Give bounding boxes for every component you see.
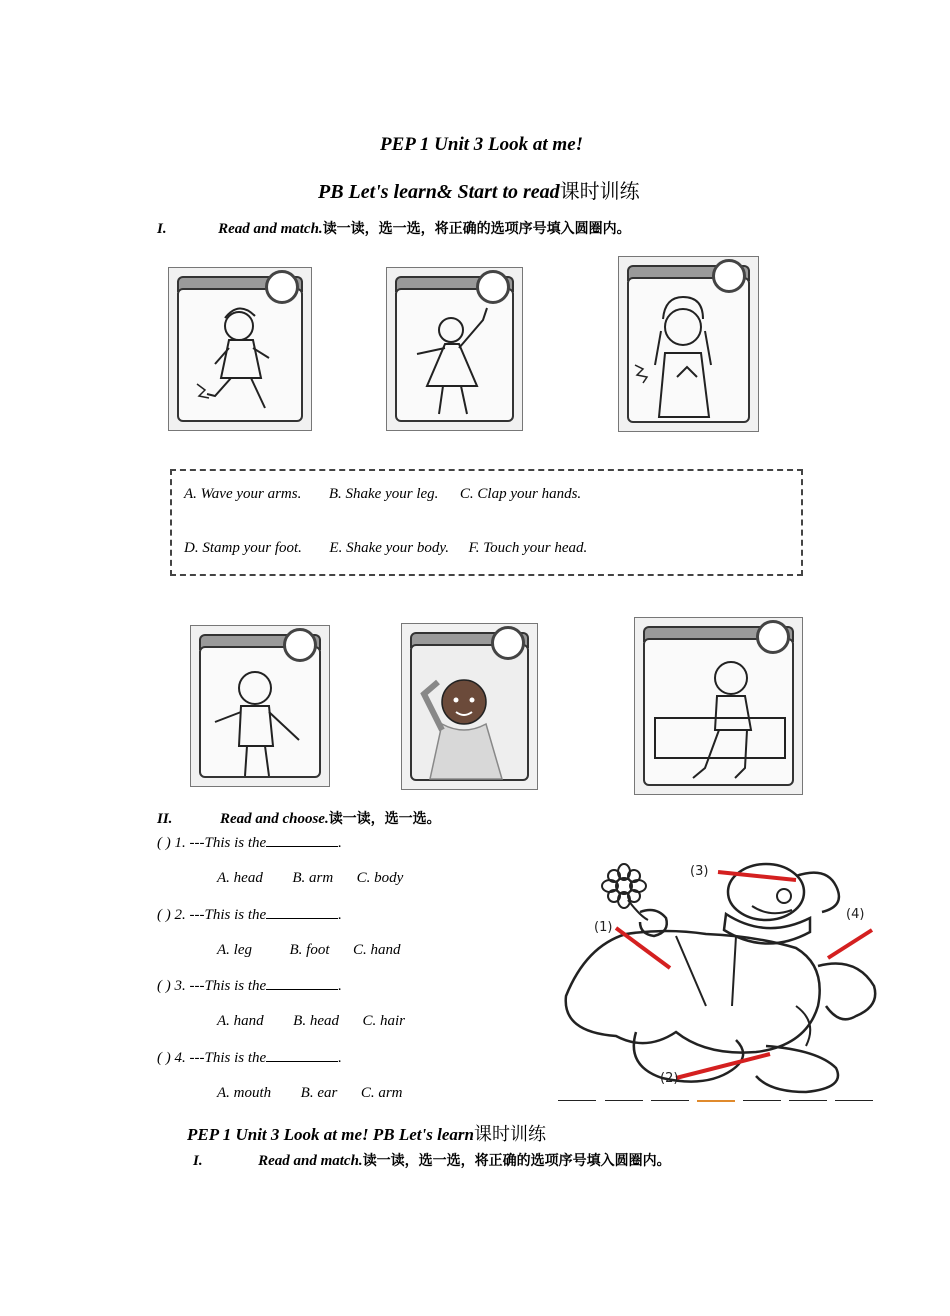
section-2-instruction: 读一读，选一选。	[328, 811, 441, 827]
footer-section-heading	[193, 1150, 671, 1170]
choice: C. arm	[360, 1085, 403, 1101]
question-3: ( ) 3. ---This is the .	[157, 978, 342, 994]
clown-label-1: (1)	[594, 920, 613, 935]
clown-suspenders	[676, 936, 736, 1006]
option-e: E. Shake your body.	[329, 540, 449, 556]
option-d: D. Stamp your foot.	[184, 540, 302, 556]
question-1-choices	[217, 870, 403, 887]
choice: A. mouth	[217, 1085, 272, 1101]
answer-paren[interactable]: ( )	[157, 907, 171, 923]
clown-mouth	[752, 906, 792, 913]
question-stem: 4. ---This is the	[174, 1050, 267, 1066]
answer-paren[interactable]: ( )	[157, 1050, 171, 1066]
pointer-line-3	[718, 872, 796, 880]
answer-circle[interactable]	[491, 626, 525, 660]
picture-frame-1	[168, 267, 312, 431]
question-2-choices	[217, 942, 401, 959]
option-f: F. Touch your head.	[468, 540, 588, 556]
answer-paren[interactable]: ( )	[157, 978, 171, 994]
section-1-label: Read and match.	[218, 221, 323, 237]
choice: A. hand	[217, 1013, 264, 1029]
page-title: PEP 1 Unit 3 Look at me!	[380, 134, 584, 155]
choice: C. hair	[362, 1013, 406, 1029]
answer-blank[interactable]	[266, 834, 338, 847]
footer-title-en: PEP 1 Unit 3 Look at me! PB Let's learn	[187, 1125, 474, 1144]
clown-collar	[724, 914, 810, 944]
options-box	[170, 469, 803, 576]
question-4: ( ) 4. ---This is the .	[157, 1050, 342, 1066]
question-2: ( ) 2. ---This is the .	[157, 907, 342, 923]
section-1-heading	[157, 218, 631, 238]
clown-label-3: (3)	[690, 864, 709, 879]
flower-petals	[602, 864, 646, 908]
section-1-number: I.	[157, 221, 167, 237]
footer-title	[187, 1120, 546, 1146]
picture-frame-4	[190, 625, 330, 787]
question-stem: 3. ---This is the	[174, 978, 267, 994]
picture-frame-3	[618, 256, 759, 432]
choice: C. body	[356, 870, 404, 886]
footer-title-cn: 课时训练	[473, 1124, 546, 1145]
option-a: A. Wave your arms.	[184, 486, 302, 502]
answer-blank[interactable]	[266, 977, 338, 990]
option-c: C. Clap your hands.	[459, 486, 582, 502]
question-3-choices	[217, 1013, 405, 1030]
answer-line[interactable]	[835, 1100, 873, 1101]
clown-body	[566, 931, 820, 1053]
clown-illustration	[556, 856, 886, 1106]
question-stem: 2. ---This is the	[174, 907, 267, 923]
answer-line[interactable]	[605, 1100, 643, 1101]
question-1: ( ) 1. ---This is the .	[157, 835, 342, 851]
choice: B. arm	[292, 870, 334, 886]
section-2-heading	[157, 808, 441, 828]
subtitle-en: PB Let's learn& Start to read	[318, 181, 560, 203]
answer-line[interactable]	[743, 1100, 781, 1101]
subtitle-cn: 课时训练	[559, 179, 640, 203]
answer-line[interactable]	[697, 1100, 735, 1102]
answer-line[interactable]	[558, 1100, 596, 1101]
pointer-line-4	[828, 930, 872, 958]
answer-line[interactable]	[651, 1100, 689, 1101]
section-2-number: II.	[157, 811, 173, 827]
clown-label-4: (4)	[846, 907, 865, 922]
choice: B. foot	[289, 942, 330, 958]
answer-paren[interactable]: ( )	[157, 835, 171, 851]
section-2-label: Read and choose.	[219, 811, 329, 827]
clown-label-2: (2)	[660, 1071, 679, 1086]
answer-circle[interactable]	[265, 270, 299, 304]
answer-circle[interactable]	[756, 620, 790, 654]
choice: B. ear	[300, 1085, 338, 1101]
picture-frame-2	[386, 267, 523, 431]
answer-circle[interactable]	[283, 628, 317, 662]
picture-frame-6	[634, 617, 803, 795]
options-row-1	[184, 486, 581, 503]
choice: B. head	[293, 1013, 339, 1029]
question-4-choices	[217, 1085, 403, 1102]
footer-section-label: Read and match.	[258, 1153, 363, 1169]
answer-circle[interactable]	[712, 259, 746, 293]
choice: A. head	[217, 870, 263, 886]
question-stem: 1. ---This is the	[174, 835, 267, 851]
options-row-2	[184, 540, 587, 557]
section-1-instruction: 读一读，选一选，将正确的选项序号填入圆圈内。	[322, 221, 631, 237]
clown-hair	[796, 873, 839, 912]
footer-section-instruction: 读一读，选一选，将正确的选项序号填入圆圈内。	[362, 1153, 671, 1169]
clown-glove	[818, 964, 875, 1020]
footer-section-number: I.	[193, 1153, 203, 1169]
answer-circle[interactable]	[476, 270, 510, 304]
page-subtitle	[318, 175, 640, 204]
answer-blank[interactable]	[266, 1049, 338, 1062]
answer-line[interactable]	[789, 1100, 827, 1101]
choice: A. leg	[217, 942, 252, 958]
clown-nose	[777, 889, 791, 903]
option-b: B. Shake your leg.	[328, 486, 439, 502]
picture-frame-5	[401, 623, 538, 790]
answer-blank[interactable]	[266, 906, 338, 919]
choice: C. hand	[353, 942, 401, 958]
